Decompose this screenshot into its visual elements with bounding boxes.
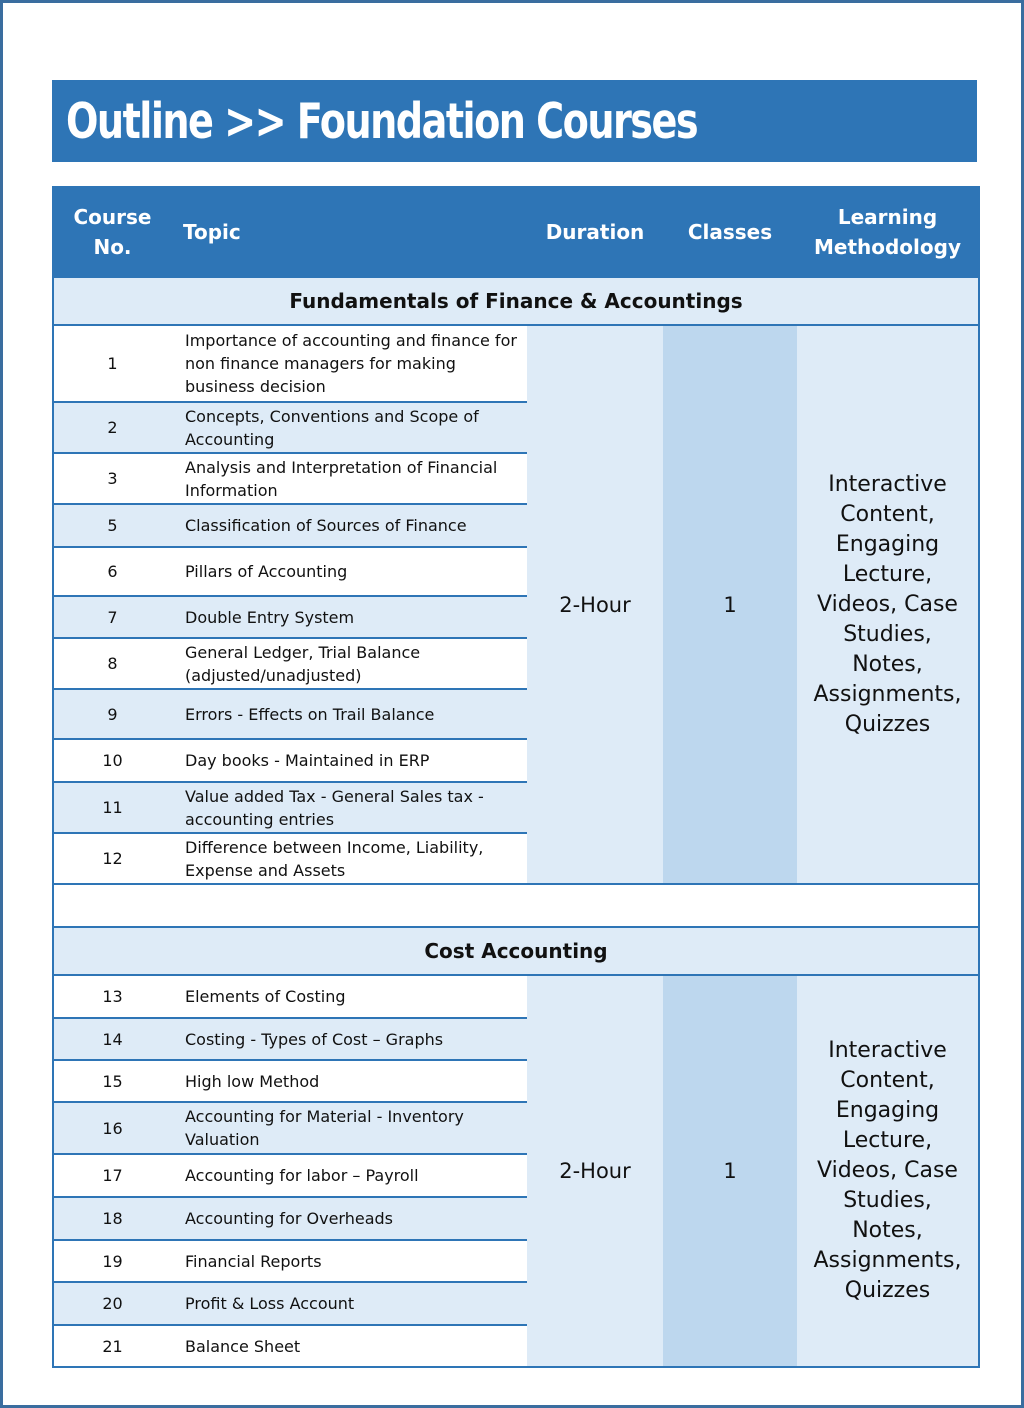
course-topic: Elements of Costing [171, 975, 527, 1018]
course-number: 17 [53, 1154, 171, 1197]
course-outline-table [52, 186, 980, 1368]
course-row [53, 325, 979, 402]
header-classes: Classes [663, 187, 797, 277]
course-topic: Analysis and Interpretation of Financial Information [171, 453, 527, 504]
course-number: 1 [53, 325, 171, 402]
course-number: 19 [53, 1240, 171, 1282]
learning-methodology-cell: Interactive Content, Engaging Lecture, Videos, Case Studies, Notes, Assignments, Quizzes [797, 325, 979, 884]
course-number: 6 [53, 547, 171, 596]
course-number: 3 [53, 453, 171, 504]
course-topic: Importance of accounting and finance for non finance managers for making business decision [171, 325, 527, 402]
header-learning-methodology: Learning Methodology [797, 187, 979, 277]
course-topic: Costing - Types of Cost – Graphs [171, 1018, 527, 1060]
section-header-row [53, 927, 979, 975]
course-number: 8 [53, 638, 171, 689]
course-topic: Value added Tax - General Sales tax - accounting entries [171, 782, 527, 833]
section-spacer [53, 884, 979, 927]
course-topic: Classification of Sources of Finance [171, 504, 527, 547]
header-duration: Duration [527, 187, 663, 277]
header-topic: Topic [171, 187, 527, 277]
course-number: 21 [102, 1336, 123, 1356]
section-title: Fundamentals of Finance & Accountings [53, 277, 979, 325]
course-number: 9 [53, 689, 171, 739]
course-number: 15 [53, 1060, 171, 1102]
course-topic: Accounting for Overheads [171, 1197, 527, 1240]
course-row [53, 975, 979, 1018]
course-number: 20 [53, 1282, 171, 1325]
course-number: 12 [102, 849, 123, 868]
course-topic: Accounting for Material - Inventory Valuation [171, 1102, 527, 1154]
course-number: 13 [53, 975, 171, 1018]
course-topic: Day books - Maintained in ERP [171, 739, 527, 782]
classes-cell: 1 [663, 975, 797, 1367]
section-header-row [53, 277, 979, 325]
course-topic: High low Method [171, 1060, 527, 1102]
header-course-no: Course No. [53, 187, 171, 277]
learning-methodology-cell: Interactive Content, Engaging Lecture, Videos, Case Studies, Notes, Assignments, Quizzes [797, 975, 979, 1367]
course-topic: Errors - Effects on Trail Balance [171, 689, 527, 739]
course-number: 16 [53, 1102, 171, 1154]
duration-cell: 2-Hour [527, 325, 663, 884]
course-topic: Concepts, Conventions and Scope of Accounting [171, 402, 527, 453]
course-topic: Profit & Loss Account [171, 1282, 527, 1325]
course-topic: Financial Reports [171, 1240, 527, 1282]
classes-cell: 1 [663, 325, 797, 884]
page-title: Outline >> Foundation Courses [66, 92, 698, 150]
course-topic: Balance Sheet [185, 1336, 301, 1356]
duration-cell: 2-Hour [527, 975, 663, 1367]
title-banner [52, 80, 977, 162]
spacer-cell [53, 884, 979, 927]
course-topic: Pillars of Accounting [171, 547, 527, 596]
course-topic: General Ledger, Trial Balance (adjusted/unadjusted) [171, 638, 527, 689]
course-number: 10 [53, 739, 171, 782]
course-number: 11 [53, 782, 171, 833]
header-row [53, 187, 979, 277]
course-topic: Difference between Income, Liability, Expense and Assets [185, 837, 484, 880]
course-number: 7 [53, 596, 171, 638]
section-title: Cost Accounting [53, 927, 979, 975]
course-number: 18 [53, 1197, 171, 1240]
course-number: 2 [53, 402, 171, 453]
course-number: 5 [53, 504, 171, 547]
course-topic: Double Entry System [171, 596, 527, 638]
course-topic: Accounting for labor – Payroll [171, 1154, 527, 1197]
course-number: 14 [53, 1018, 171, 1060]
